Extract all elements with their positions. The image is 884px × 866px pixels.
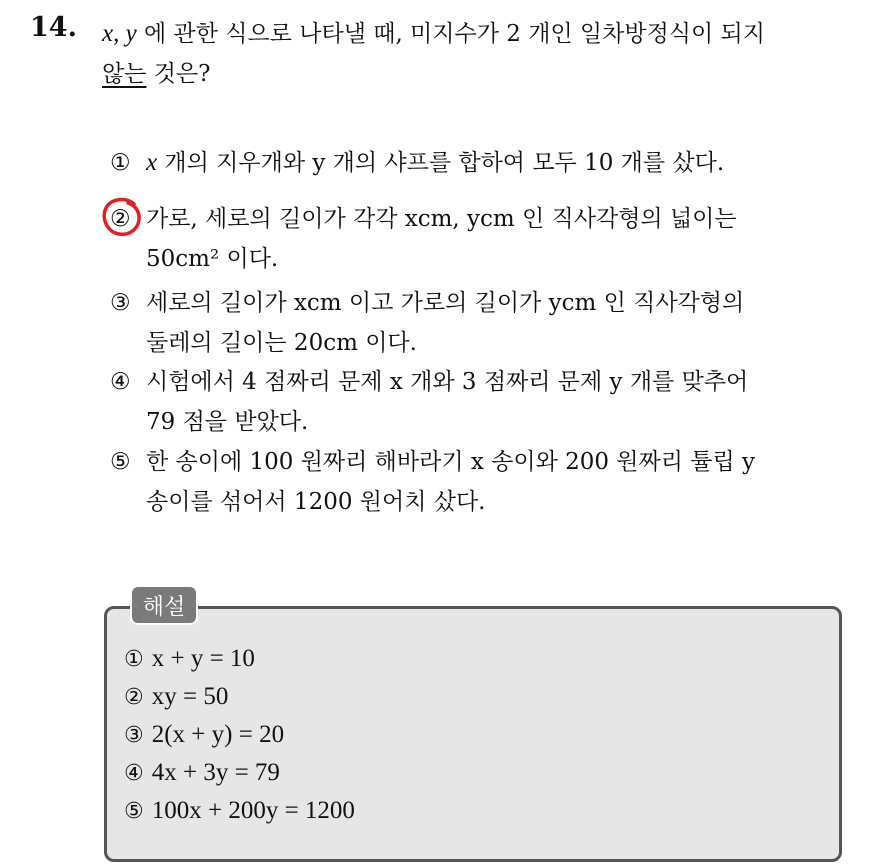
solution-line-1-mark: ① bbox=[124, 647, 144, 672]
solution-line-1 bbox=[124, 641, 255, 678]
solution-line-3-eq: 2(x + y) = 20 bbox=[151, 721, 285, 748]
question-text-part3: 것은? bbox=[153, 61, 211, 87]
choice-3-line2: 둘레의 길이는 20cm 이다. bbox=[146, 330, 417, 356]
solution-line-5-mark: ⑤ bbox=[124, 799, 144, 824]
question-text-part1: 에 관한 식으로 나타낼 때, 미지수가 2 개인 일차방정식이 되지 bbox=[144, 21, 765, 47]
choice-2[interactable] bbox=[110, 199, 830, 279]
choice-4-line1: 시험에서 4 점짜리 문제 x 개와 3 점짜리 문제 y 개를 맞추어 bbox=[146, 369, 749, 395]
question-underlined-word: 않는 bbox=[102, 61, 147, 87]
red-circle-annotation-icon bbox=[101, 196, 143, 238]
choice-1-var: x bbox=[146, 149, 158, 176]
choice-5-line1: 한 송이에 100 원짜리 해바라기 x 송이와 200 원짜리 튤립 y bbox=[146, 449, 756, 475]
choice-5[interactable] bbox=[110, 442, 830, 522]
choice-2-mark: ② bbox=[110, 206, 131, 232]
question-text bbox=[102, 14, 872, 94]
choice-5-line2: 송이를 섞어서 1200 원어치 샀다. bbox=[146, 489, 486, 515]
solution-line-1-eq: x + y = 10 bbox=[151, 645, 255, 672]
solution-line-5-eq: 100x + 200y = 1200 bbox=[151, 797, 355, 824]
solution-line-5 bbox=[124, 793, 355, 830]
choice-5-mark: ⑤ bbox=[110, 449, 131, 475]
solution-line-4-eq: 4x + 3y = 79 bbox=[151, 759, 280, 786]
choice-4-line2: 79 점을 받았다. bbox=[146, 409, 309, 435]
solution-line-3-mark: ③ bbox=[124, 723, 144, 748]
solution-line-4-mark: ④ bbox=[124, 761, 144, 786]
solution-tab-label: 해설 bbox=[130, 585, 198, 625]
choice-3[interactable] bbox=[110, 283, 830, 363]
choice-4[interactable] bbox=[110, 362, 830, 442]
solution-line-4 bbox=[124, 755, 280, 792]
solution-line-2-eq: xy = 50 bbox=[151, 683, 229, 710]
solution-line-3 bbox=[124, 717, 284, 754]
solution-line-2-mark: ② bbox=[124, 685, 144, 710]
choice-2-line2: 50cm² 이다. bbox=[146, 246, 279, 272]
solution-line-2 bbox=[124, 679, 228, 716]
question-number: 14. bbox=[30, 12, 77, 43]
choice-1[interactable] bbox=[110, 143, 830, 183]
choice-3-line1: 세로의 길이가 xcm 이고 가로의 길이가 ycm 인 직사각형의 bbox=[146, 290, 745, 316]
choice-1-mark: ① bbox=[110, 150, 131, 176]
choice-4-mark: ④ bbox=[110, 369, 131, 395]
choice-2-line1: 가로, 세로의 길이가 각각 xcm, ycm 인 직사각형의 넓이는 bbox=[146, 206, 737, 232]
choice-1-line1: 개의 지우개와 y 개의 샤프를 합하여 모두 10 개를 샀다. bbox=[164, 150, 725, 176]
choice-3-mark: ③ bbox=[110, 290, 131, 316]
question-vars: x, y bbox=[102, 20, 137, 47]
